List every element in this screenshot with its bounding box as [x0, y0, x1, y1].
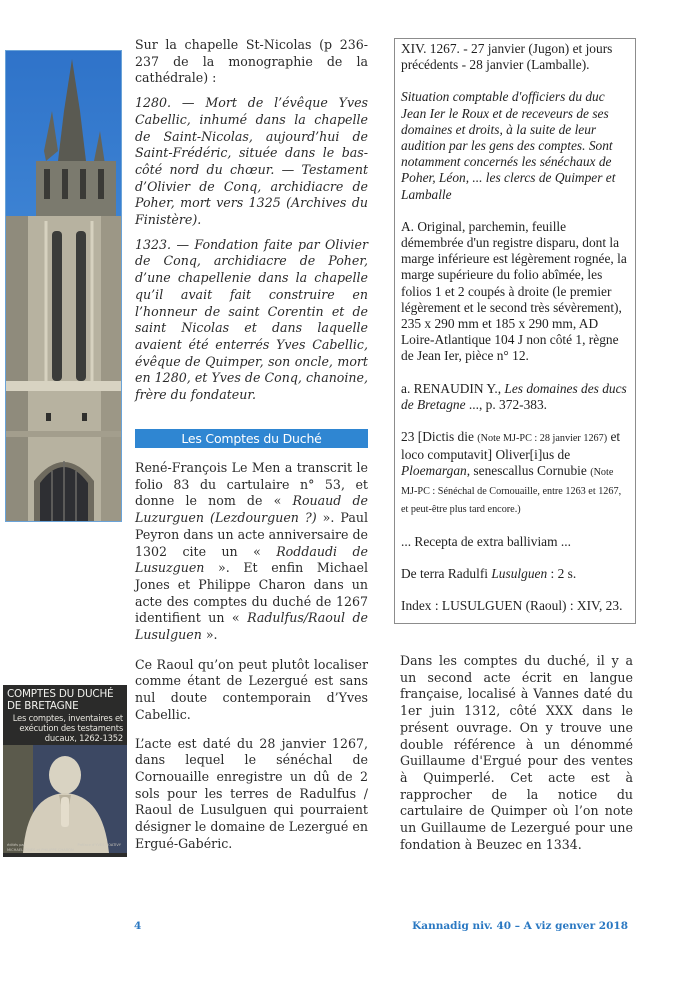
- quote-1280-text: 1280. — Mort de l’évêque Yves Cabellic, inhumé dans la chapelle de Saint-Nicolas, aujourd’hui de Saint-Frédéric, située dans le bas-côté nord du chœur. — Testament d’Olivier de Conq, archidiacre de Poher, mort vers 1325 (Archives du Finistère).: [135, 95, 368, 228]
- cathedral-tower-photo: [5, 50, 122, 522]
- right-column-paragraph: Dans les comptes du duché, il y a un second acte écrit en langue française, localisé à Vannes daté du 1er juin 1312, côté XXX dans le présent ouvrage. On y trouve une double référence à un dénommé Guillaume d'Ergué pour des ventes à Quimperlé. Cet acte est à rapprocher de la notice du cartulaire de Quimper où l’on note un Guillaume de Lezergué pour une fondation à Beuzec en 1334.: [400, 653, 633, 852]
- excerpt-source: A. Original, parchemin, feuille démembrée d'un registre disparu, dont la marge inférieure est légèrement rognée, la marge supérieure du folio abîmée, les folios 1 et 2 coupés à droite (le premier légèrement et le second très sévèrement), 235 x 290 mm et 185 x 290 mm, AD Loire-Atlantique 104 J non côté 1, règne de Jean Ier, pièce n° 12.: [401, 218, 627, 364]
- book-subtitle: Les comptes, inventaires et exécution des testaments ducaux, 1262-1352: [12, 713, 123, 743]
- excerpt-terra: [401, 566, 629, 582]
- text: 23 [Dictis die: [401, 429, 478, 445]
- excerpt-box-comptes: [394, 38, 636, 624]
- excerpt-recepta: ... Recepta de extra balliviam ...: [401, 534, 571, 550]
- book-preface: Préface d'YVES COATIVY: [77, 843, 121, 847]
- text: De terra Radulfi: [401, 566, 492, 582]
- acte-paragraph: L’acte est daté du 28 janvier 1267, dans lequel le sénéchal de Cornouaille enregistre un dû de 2 sols pour les terres de Radulfus / Raoul de Lusulguen qui pourraient désigner le domaine de Lezergué en Ergué-Gabéric.: [135, 735, 368, 851]
- book-title: COMPTES DU DUCHÉ DE BRETAGNE: [7, 688, 114, 712]
- italic-name: Roddaudi de Lusuzguen: [135, 543, 368, 576]
- excerpt-summary: [401, 89, 629, 202]
- page-number: 4: [134, 920, 142, 932]
- book-editors: [7, 843, 74, 853]
- text: : 2 s.: [547, 566, 577, 582]
- intro-paragraph: Sur la chapelle St-Nicolas (p 236-237 de la monographie de la cathédrale) :: [135, 37, 368, 86]
- excerpt-header: XIV. 1267. - 27 janvier (Jugon) et jours précédents - 28 janvier (Lamballe).: [401, 41, 613, 73]
- quote-1323: [135, 237, 368, 404]
- text: René-François Le Men a transcrit le folio 83 du cartulaire n° 53, et donne le nom de «: [135, 460, 368, 509]
- place-name: Ploemargan: [401, 463, 467, 479]
- quote-1280: [135, 95, 368, 229]
- text: ». Paul Peyron dans un acte anniversaire de 1302 cite un «: [135, 510, 368, 559]
- excerpt-bibliography: [401, 381, 629, 413]
- excerpt-index: Index : LUSULGUEN (Raoul) : XIV, 23.: [401, 598, 623, 614]
- section-heading-banner: Les Comptes du Duché: [135, 429, 368, 448]
- editor-note: (Note MJ-PC : Sénéchal de Cornouaille, entre 1263 et 1267, et peut-être plus tard encore.): [401, 467, 622, 515]
- text: ».: [201, 627, 218, 643]
- editor-note: (Note MJ-PC : 28 janvier 1267): [477, 433, 608, 445]
- middle-column-lower: [135, 460, 368, 860]
- italic-name: Radulfus/Raoul de Lusulguen: [135, 610, 368, 643]
- text: ..., p. 372-383.: [465, 396, 548, 412]
- text: ». Et enfin Michael Jones et Philippe Charon dans un acte des comptes du duché de 1267 identifient un «: [135, 560, 368, 626]
- publication-title: Kannadig niv. 40 – A viz genver 2018: [412, 920, 628, 932]
- middle-column-upper: [135, 37, 368, 412]
- person-name: Lusulguen: [491, 566, 548, 582]
- italic-name: Rouaud de Luzurguen (Lezdourguen ?): [135, 493, 369, 526]
- text: et loco computavit] Oliver[i]us de: [401, 429, 621, 463]
- raoul-paragraph: Ce Raoul qu’on peut plutôt localiser comme étant de Lezergué est sans nul doute contemporain d’Yves Cabellic.: [135, 656, 368, 722]
- text: a. RENAUDIN Y.,: [401, 380, 505, 396]
- excerpt-entry-23: [401, 429, 629, 518]
- excerpt-summary-text: Situation comptable d'officiers du duc Jean Ier le Roux et de receveurs de ses domaines et droits, à la suite de leur audition par les gens des comptes. Sont notamment concernés les sénéchaux de Poher, Léon, ... les clercs de Quimper et Lamballe: [401, 89, 616, 202]
- le-men-paragraph: [135, 460, 368, 644]
- book-title-ref: Les domaines des ducs de Bretagne: [401, 380, 627, 412]
- book-editors-names: MICHAEL JONES et PHILIPPE CHARON: [7, 848, 74, 852]
- text: , senescallus Cornubie: [466, 463, 591, 479]
- book-editors-label: édités par: [7, 843, 26, 847]
- book-cover-comptes-duche: [3, 685, 127, 857]
- quote-1323-text: 1323. — Fondation faite par Olivier de Conq, archidiacre de Poher, d’une chapellenie dans la chapelle qu’il avait fait construire en l’honneur de saint Corentin et de saint Nicolas et dans laquelle avaient été enterrés Yves Cabellic, évêque de Quimper, son oncle, mort en 1280, et Yves de Conq, chanoine, frère du fondateur.: [135, 236, 368, 403]
